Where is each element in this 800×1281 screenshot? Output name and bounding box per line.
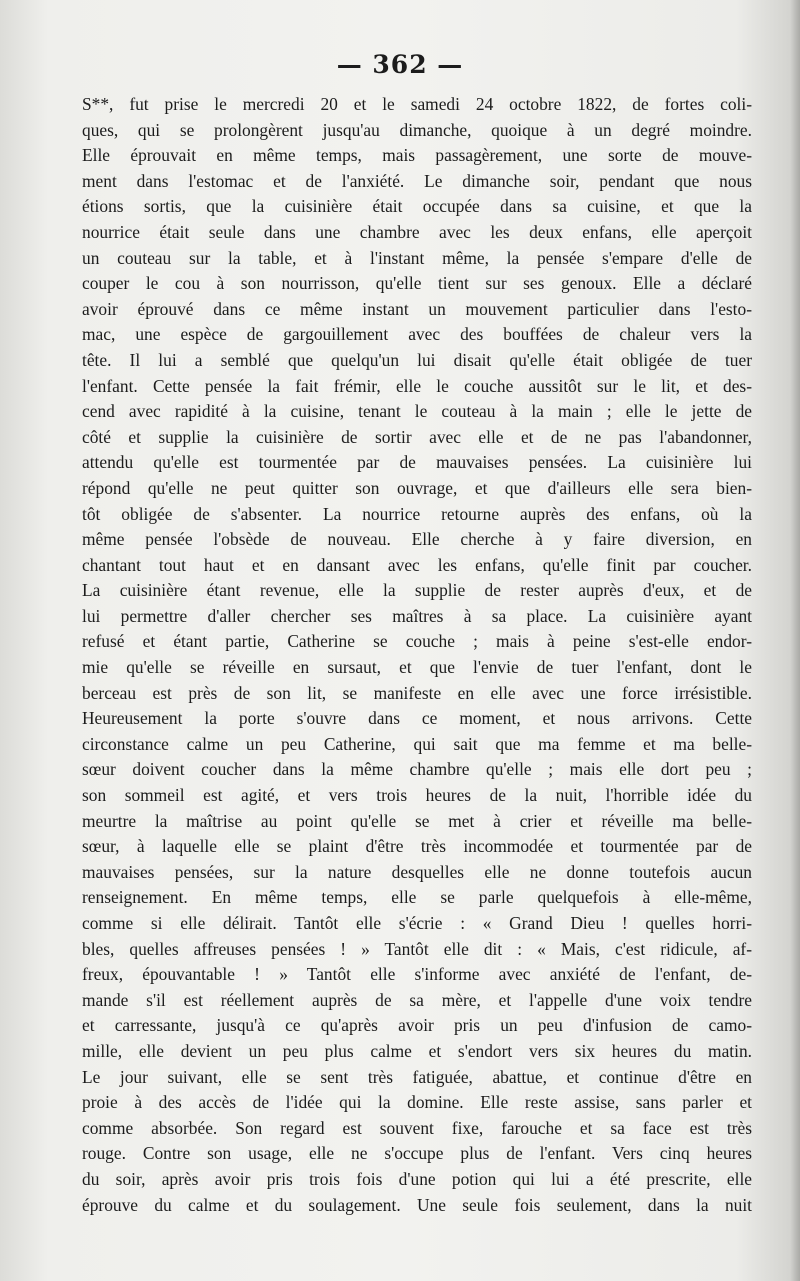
text-line: et carressante, jusqu'à ce qu'après avoir pris un peu d'infusion de camo- xyxy=(82,1015,752,1036)
text-line: mille, elle devient un peu plus calme et s'endort vers six heures du matin. xyxy=(82,1040,752,1061)
text-line: chantant tout haut et en dansant avec les enfans, qu'elle finit par coucher. xyxy=(82,554,752,575)
text-line: freux, épouvantable ! » Tantôt elle s'informe avec anxiété de l'enfant, de- xyxy=(82,964,752,985)
body-text xyxy=(82,92,752,1218)
text-line: refusé et étant partie, Catherine se couche ; mais à peine s'est-elle endor- xyxy=(82,631,752,652)
text-line: mauvaises pensées, sur la nature desquelles elle ne donne toutefois aucun xyxy=(82,861,752,882)
text-line: bles, quelles affreuses pensées ! » Tantôt elle dit : « Mais, c'est ridicule, af- xyxy=(82,938,752,959)
text-line: comme si elle délirait. Tantôt elle s'écrie : « Grand Dieu ! quelles horri- xyxy=(82,913,752,933)
text-line: éprouve du calme et du soulagement. Une seule fois seulement, dans la nuit xyxy=(82,1194,752,1215)
text-line: comme absorbée. Son regard est souvent fixe, farouche et sa face est très xyxy=(82,1117,752,1138)
text-line: mande s'il est réellement auprès de sa mère, et l'appelle d'une voix tendre xyxy=(82,989,752,1010)
text-line: meurtre la maîtrise au point qu'elle se met à crier et réveille ma belle- xyxy=(82,810,752,831)
text-line: sœur doivent coucher dans la même chambre qu'elle ; mais elle dort peu ; xyxy=(82,759,752,780)
text-line: proie à des accès de l'idée qui la domine. Elle reste assise, sans parler et xyxy=(82,1092,752,1113)
text-line: lui permettre d'aller chercher ses maîtres à sa place. La cuisinière ayant xyxy=(82,605,752,626)
text-line: Heureusement la porte s'ouvre dans ce moment, et nous arrivons. Cette xyxy=(82,708,752,729)
text-line: tête. Il lui a semblé que quelqu'un lui disait qu'elle était obligée de tuer xyxy=(82,349,752,370)
text-line: couper le cou à son nourrisson, qu'elle tient sur ses genoux. Elle a déclaré xyxy=(82,273,752,294)
text-line: sœur, à laquelle elle se plaint d'être très incommodée et tourmentée par de xyxy=(82,836,752,857)
text-line: du soir, après avoir pris trois fois d'une potion qui lui a été prescrite, elle xyxy=(82,1168,752,1189)
text-line: La cuisinière étant revenue, elle la supplie de rester auprès d'eux, et de xyxy=(82,580,752,601)
text-line: côté et supplie la cuisinière de sortir avec elle et de ne pas l'abandonner, xyxy=(82,426,752,447)
text-line: cend avec rapidité à la cuisine, tenant le couteau à la main ; elle le jette de xyxy=(82,401,752,422)
text-line: tôt obligée de s'absenter. La nourrice retourne auprès des enfans, où la xyxy=(82,503,752,524)
text-line: S**, fut prise le mercredi 20 et le samedi 24 octobre 1822, de fortes coli- xyxy=(82,94,752,114)
text-line: rouge. Contre son usage, elle ne s'occupe plus de l'enfant. Vers cinq heures xyxy=(82,1143,752,1164)
text-line: berceau est près de son lit, se manifeste en elle avec une force irrésistible. xyxy=(82,682,752,703)
text-line: mie qu'elle se réveille en sursaut, et que l'envie de tuer l'enfant, dont le xyxy=(82,657,752,678)
page-number: — 362 — xyxy=(336,50,464,79)
text-line: renseignement. En même temps, elle se parle quelquefois à elle-même, xyxy=(82,887,752,908)
text-line: mac, une espèce de gargouillement avec des bouffées de chaleur vers la xyxy=(82,324,752,345)
text-line: Le jour suivant, elle se sent très fatiguée, abattue, et continue d'être en xyxy=(82,1066,752,1087)
text-line: répond qu'elle ne peut quitter son ouvrage, et que d'ailleurs elle sera bien- xyxy=(82,477,752,498)
text-line: l'enfant. Cette pensée la fait frémir, elle le couche aussitôt sur le lit, et des- xyxy=(82,375,752,396)
text-line: même pensée l'obsède de nouveau. Elle cherche à y faire diversion, en xyxy=(82,529,752,550)
text-line: circonstance calme un peu Catherine, qui sait que ma femme et ma belle- xyxy=(82,733,752,754)
text-line: Elle éprouvait en même temps, mais passagèrement, une sorte de mouve- xyxy=(82,145,752,166)
text-line: avoir éprouvé dans ce même instant un mouvement particulier dans l'esto- xyxy=(82,298,752,319)
text-line: son sommeil est agité, et vers trois heures de la nuit, l'horrible idée du xyxy=(82,785,752,806)
text-line: un couteau sur la table, et à l'instant même, la pensée s'empare d'elle de xyxy=(82,247,752,268)
text-line: ment dans l'estomac et de l'anxiété. Le dimanche soir, pendant que nous xyxy=(82,170,752,191)
page-edge-shadow xyxy=(790,0,800,1281)
text-line: nourrice était seule dans une chambre avec les deux enfans, elle aperçoit xyxy=(82,221,752,242)
text-line: étions sortis, que la cuisinière était occupée dans sa cuisine, et que la xyxy=(82,196,752,217)
text-line: attendu qu'elle est tourmentée par de mauvaises pensées. La cuisinière lui xyxy=(82,452,752,473)
text-line: ques, qui se prolongèrent jusqu'au dimanche, quoique à un degré moindre. xyxy=(82,119,752,140)
